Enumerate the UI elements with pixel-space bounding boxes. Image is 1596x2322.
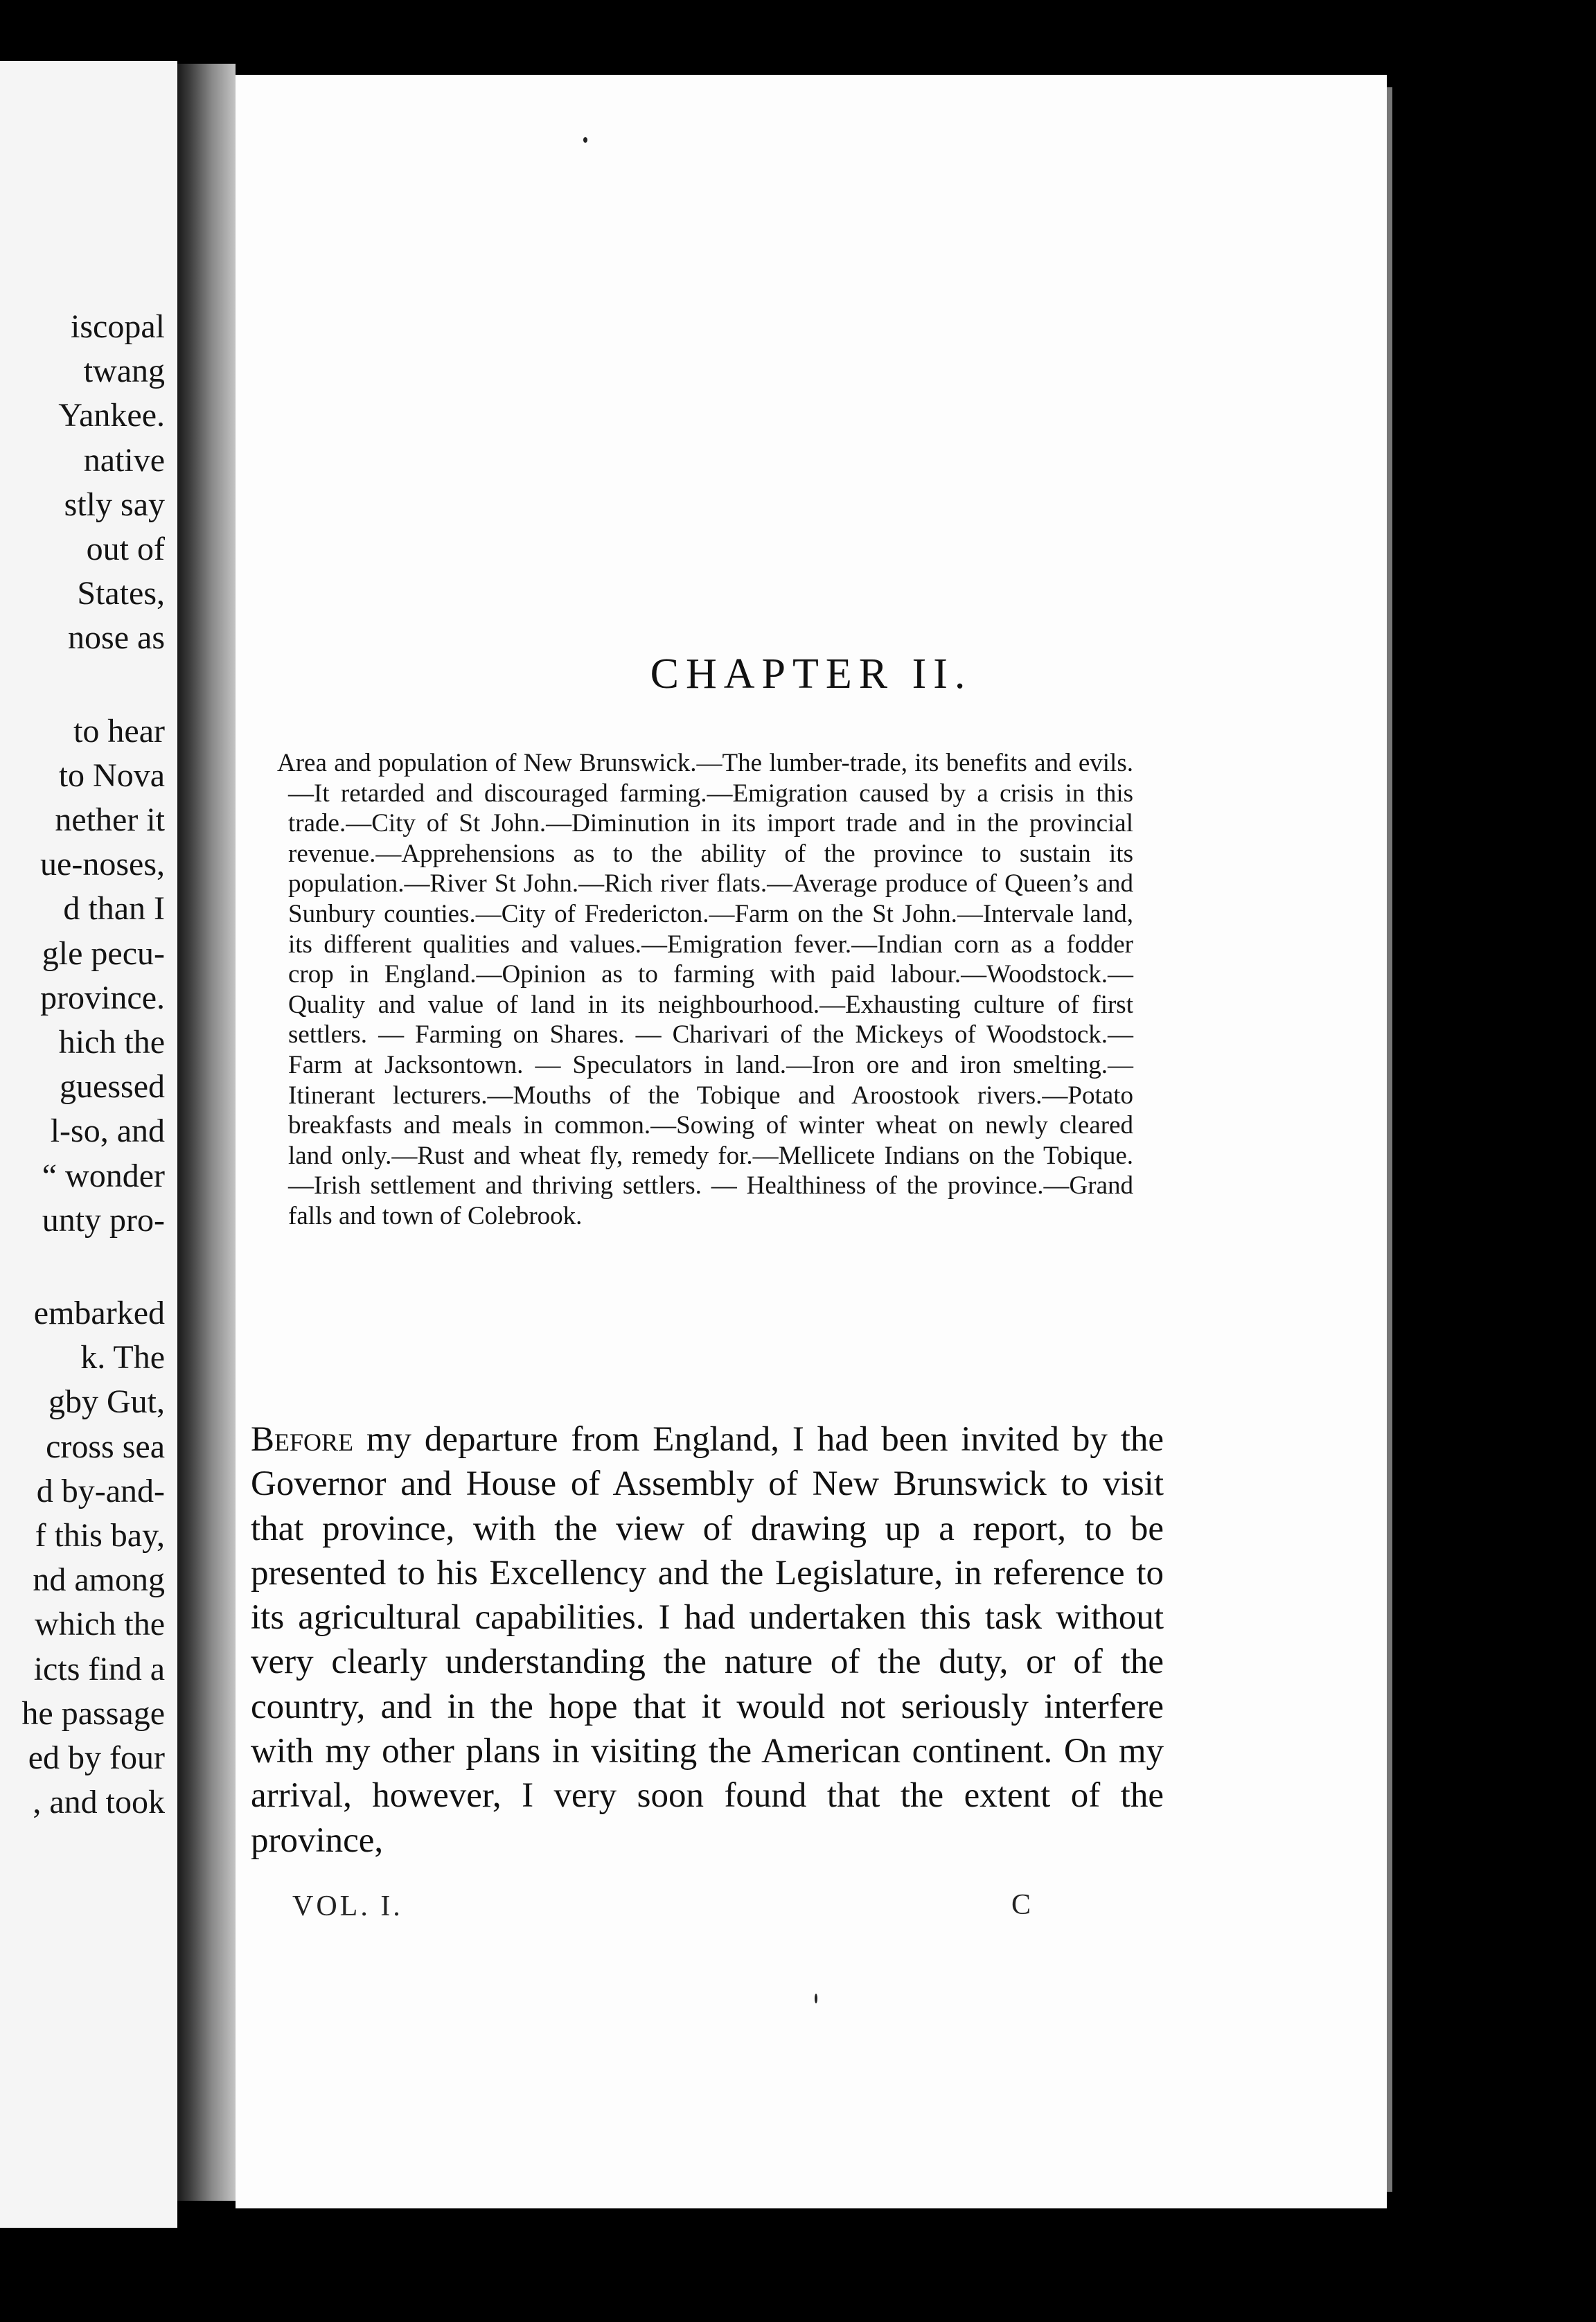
left-page-line: hich the: [58, 1024, 165, 1061]
left-page-line: nose as: [68, 619, 165, 657]
left-page-line: guessed: [60, 1068, 165, 1106]
left-page-line: iscopal: [71, 308, 165, 345]
left-page-line: d by-and-: [36, 1472, 165, 1509]
volume-label: VOL. I.: [292, 1890, 403, 1922]
left-page-line: f this bay,: [35, 1517, 165, 1554]
left-page-line: [21, 1243, 165, 1291]
print-speck: [815, 1994, 817, 2003]
left-page-line: Yankee.: [58, 397, 165, 434]
page-edge: [1387, 87, 1392, 2192]
drop-word: Before: [251, 1420, 354, 1459]
signature-mark: C: [1011, 1889, 1031, 1921]
left-page-line: which the: [35, 1606, 165, 1643]
book-page: [236, 75, 1387, 2208]
left-page-line: cross sea: [46, 1428, 165, 1465]
left-page-line: States,: [77, 575, 165, 612]
book-gutter: [177, 64, 236, 2201]
left-page-line: out of: [86, 531, 165, 568]
left-page-line: nd among: [33, 1561, 165, 1599]
left-page-line: he passage: [21, 1694, 165, 1732]
left-page-line: native: [83, 441, 165, 479]
left-page-line: k. The: [80, 1339, 165, 1376]
left-page-text: [21, 305, 165, 1825]
left-page-line: stly say: [64, 486, 165, 523]
left-page-line: , and took: [33, 1784, 165, 1821]
left-page-line: province.: [40, 979, 165, 1016]
left-page-line: l-so, and: [50, 1113, 165, 1150]
left-page-line: [21, 661, 165, 709]
chapter-title: CHAPTER II.: [650, 650, 973, 698]
left-page-line: embarked: [33, 1295, 165, 1332]
body-paragraph-text: my departure from England, I had been invited by the Governor and House of Assembly of New Brunswick to visit that province, with the view of drawing up a report, to be presented to his Excellency and the Legislature, in reference to its agricultural capabilities. I had undertaken this task without very clearly understanding the nature of the duty, or of the country, and in the hope that it would not seriously interfere with my other plans in visiting the American continent. On my arrival, however, I very soon found that the extent of the province,: [251, 1420, 1164, 1860]
left-page-line: d than I: [63, 890, 165, 928]
print-speck: [583, 137, 587, 143]
left-page-line: nether it: [55, 801, 165, 839]
left-page: [0, 61, 177, 2228]
left-page-line: to hear: [73, 712, 165, 750]
left-page-line: twang: [83, 353, 165, 390]
left-page-line: gby Gut,: [48, 1383, 165, 1421]
left-page-line: unty pro-: [42, 1201, 165, 1239]
body-paragraph: [251, 1417, 1164, 1863]
left-page-line: to Nova: [58, 756, 165, 794]
left-page-line: gle pecu-: [42, 934, 165, 972]
left-page-line: ed by four: [28, 1739, 165, 1777]
left-page-line: icts find a: [33, 1650, 165, 1687]
left-page-line: ue-noses,: [40, 846, 165, 883]
left-page-line: “ wonder: [42, 1157, 165, 1194]
chapter-summary: Area and population of New Brunswick.—The lumber-trade, its benefits and evils.—It retarded and discouraged farming.—Emigration caused by a crisis in this trade.—City of St John.—Diminution in its import trade and in the provincial revenue.—Apprehensions as to the ability of the province to sustain its population.—River St John.—Rich river flats.—Average produce of Queen’s and Sunbury counties.—City of Fredericton.—Farm on the St John.—Intervale land, its different qualities and values.—Emigration fever.—Indian corn as a fodder crop in England.—Opinion as to farming with paid labour.—Woodstock.—Quality and value of land in its neighbourhood.—Exhausting culture of first settlers. — Farming on Shares. — Charivari of the Mickeys of Woodstock.— Farm at Jacksontown. — Speculators in land.—Iron ore and iron smelting.—Itinerant lecturers.—Mouths of the Tobique and Aroostook rivers.—Potato breakfasts and meals in common.—Sowing of winter wheat on newly cleared land only.—Rust and wheat fly, remedy for.—Mellicete Indians on the Tobique. —Irish settlement and thriving settlers. — Healthiness of the province.—Grand falls and town of Colebrook.: [277, 749, 1133, 1230]
